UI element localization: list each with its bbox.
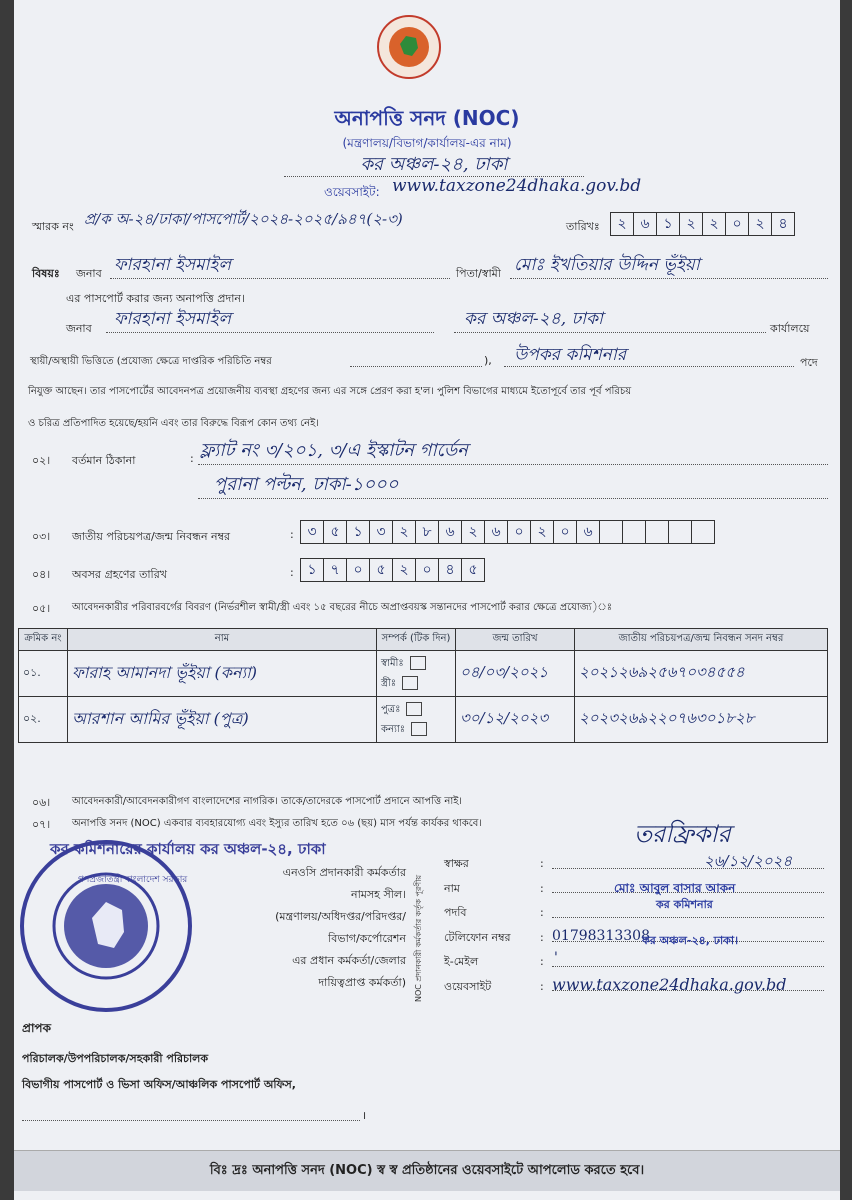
nid-label: জাতীয় পরিচয়পত্র/জন্ম নিবন্ধন নম্বর bbox=[72, 530, 231, 543]
footer-note: বিঃ দ্রঃ অনাপত্তি সনদ (NOC) স্ব স্ব প্রতিষ্ঠানের ওয়েবসাইটে আপলোড করতে হবে। bbox=[14, 1150, 840, 1191]
note7: অনাপত্তি সনদ (NOC) একবার ব্যবহারযোগ্য এবং ইস্যুর তারিখ হতে ০৬ (ছয়) মাস পর্যন্ত কার্যকর থাকবে। bbox=[72, 818, 482, 829]
relation-label: কন্যাঃ bbox=[381, 723, 406, 735]
label-website: ওয়েবসাইট bbox=[444, 979, 492, 993]
nid-number: ০৩। bbox=[32, 530, 51, 543]
nid-digit-box: ২ bbox=[530, 520, 554, 544]
date-digit-box: ২ bbox=[679, 212, 703, 236]
table-row bbox=[19, 651, 828, 697]
signatory-left-line: এর প্রধান কর্মকর্তা/জেলার bbox=[292, 954, 406, 967]
col-dob: জন্ম তারিখ bbox=[456, 629, 575, 651]
signatory-left-line: এনওসি প্রদানকারী কর্মকর্তার bbox=[282, 866, 406, 879]
page-title: অনাপত্তি সনদ (NOC) bbox=[334, 106, 520, 130]
website-value: www.taxzone24dhaka.gov.bd bbox=[392, 176, 642, 196]
issue-date-boxes bbox=[610, 212, 794, 236]
row-relation bbox=[377, 651, 456, 697]
row-name: ফারাহ আমানদা ভূঁইয়া (কন্যা) bbox=[68, 651, 377, 697]
body-office-suffix: কার্যালয়ে bbox=[770, 322, 810, 335]
relation-label: পুত্রঃ bbox=[381, 703, 401, 715]
family-number: ০৫। bbox=[32, 602, 51, 615]
row-sl: ০২. bbox=[19, 697, 68, 743]
signatory-left-line: (মন্ত্রণালয়/অধিদপ্তর/পরিদপ্তর/ bbox=[275, 910, 406, 923]
label-email: ই-মেইল bbox=[444, 955, 479, 968]
government-emblem-icon bbox=[376, 14, 442, 80]
retire-date-boxes bbox=[300, 558, 484, 582]
relation-label: স্বামীঃ bbox=[381, 657, 404, 669]
signatory-left-line: বিভাগ/কর্পোরেশন bbox=[328, 932, 406, 945]
subject-prefix: জনাব bbox=[76, 267, 102, 280]
retire-digit-box: ৪ bbox=[438, 558, 462, 582]
date-digit-box: ৪ bbox=[771, 212, 795, 236]
nid-digit-box: ৩ bbox=[369, 520, 393, 544]
relation-checkbox[interactable] bbox=[411, 722, 427, 736]
relation-label: স্ত্রীঃ bbox=[381, 677, 397, 689]
date-digit-box: ২ bbox=[748, 212, 772, 236]
row-dob: ৩০/১২/২০২৩ bbox=[456, 697, 575, 743]
row-reg: ২০২১২৬৯২৫৬৭০৩৪৫৫৪ bbox=[575, 651, 828, 697]
nid-digit-box: ৮ bbox=[415, 520, 439, 544]
relation-checkbox[interactable] bbox=[410, 656, 426, 670]
col-reg: জাতীয় পরিচয়পত্র/জন্ম নিবন্ধন সনদ নম্বর bbox=[575, 629, 828, 651]
nid-digit-box bbox=[599, 520, 623, 544]
permanent-line: স্থায়ী/অস্থায়ী ভিত্তিতে (প্রযোজ্য ক্ষেত্রে দাপ্তরিক পরিচিতি নম্বর bbox=[30, 356, 272, 367]
col-relation: সম্পর্ক (টিক দিন) bbox=[377, 629, 456, 651]
col-name: নাম bbox=[68, 629, 377, 651]
ref-value: প্র/ক অ-২৪/ঢাকা/পাসপোর্ট/২০২৪-২০২৫/৯৪৭(২-৩) bbox=[84, 210, 403, 228]
row-name: আরশান আমির ভূঁইয়া (পুত্র) bbox=[68, 697, 377, 743]
father-label: পিতা/স্বামী bbox=[456, 267, 501, 280]
note7-number: ০৭। bbox=[32, 818, 51, 831]
retire-digit-box: ৫ bbox=[461, 558, 485, 582]
nid-digit-box: ২ bbox=[392, 520, 416, 544]
nid-digit-box bbox=[622, 520, 646, 544]
recipient-line2: বিভাগীয় পাসপোর্ট ও ভিসা অফিস/আঞ্চলিক পাসপোর্ট অফিস, bbox=[22, 1078, 296, 1091]
email-value: ' bbox=[554, 950, 558, 966]
nid-digit-box: ৬ bbox=[576, 520, 600, 544]
nid-boxes bbox=[300, 520, 714, 544]
row-reg: ২০২৩২৬৯২২০৭৬৩০১৮২৮ bbox=[575, 697, 828, 743]
recipient-line1: পরিচালক/উপপরিচালক/সহকারী পরিচালক bbox=[22, 1052, 209, 1065]
nid-digit-box: ৫ bbox=[323, 520, 347, 544]
nid-digit-box bbox=[691, 520, 715, 544]
table-row bbox=[19, 697, 828, 743]
date-digit-box: ২ bbox=[702, 212, 726, 236]
retire-digit-box: ৭ bbox=[323, 558, 347, 582]
label-signature: স্বাক্ষর bbox=[444, 857, 469, 870]
seal-inner: গণপ্রজাতন্ত্রী বাংলাদেশ সরকার bbox=[78, 875, 188, 885]
label-name: নাম bbox=[444, 881, 460, 895]
officer-title: কর কমিশনার bbox=[656, 898, 713, 911]
nid-digit-box: ৩ bbox=[300, 520, 324, 544]
address-number: ০২। bbox=[32, 454, 51, 467]
label-designation: পদবি bbox=[444, 906, 467, 919]
row-dob: ০৪/০৩/২০২১ bbox=[456, 651, 575, 697]
retire-digit-box: ০ bbox=[346, 558, 370, 582]
ref-label: স্মারক নং bbox=[32, 220, 74, 233]
retire-digit-box: ০ bbox=[415, 558, 439, 582]
office-seal-icon bbox=[18, 838, 194, 1014]
page-subtitle: (মন্ত্রণালয়/বিভাগ/কার্যালয়-এর নাম) bbox=[342, 136, 512, 150]
date-digit-box: ২ bbox=[610, 212, 634, 236]
address-line2: পুরানা পল্টন, ঢাকা-১০০০ bbox=[214, 474, 399, 495]
vertical-noc-text: NOC প্রদানকারী কর্মকর্তার কর্তৃক পূরণীয় bbox=[414, 874, 423, 1002]
address-line1: ফ্ল্যাট নং ৩/২০১, ৩/এ ইস্কাটন গার্ডেন bbox=[200, 440, 468, 461]
family-label: আবেদনকারীর পরিবারবর্গের বিবরণ (নির্ভরশীল স্বামী/স্ত্রী এবং ১৫ বছরের নীচে অপ্রাপ্তবয়স্ক সন্তানদের পাসপোর্ট করার ক্ষেত্রে প্রযোজ্য)ঃ bbox=[72, 602, 613, 613]
date-digit-box: ১ bbox=[656, 212, 680, 236]
retire-digit-box: ৫ bbox=[369, 558, 393, 582]
nid-digit-box: ৬ bbox=[438, 520, 462, 544]
officer-name: মোঃ আবুল বাসার আকন bbox=[614, 881, 736, 895]
body-name: ফারহানা ইসমাইল bbox=[114, 309, 231, 329]
designation-suffix: পদে bbox=[800, 356, 818, 369]
signature: তরফ্রিকার bbox=[634, 820, 731, 848]
phone-office: কর অঞ্চল-২৪, ঢাকা। bbox=[642, 934, 739, 947]
date-digit-box: ৬ bbox=[633, 212, 657, 236]
note6: আবেদনকারী/আবেদনকারীগণ বাংলাদেশের নাগরিক। তাকে/তাদেরকে পাসপোর্ট প্রদানে আপত্তি নাই। bbox=[72, 796, 463, 807]
label-phone: টেলিফোন নম্বর bbox=[444, 930, 511, 944]
family-table bbox=[18, 628, 828, 743]
para2: ও চরিত্র প্রতিপাদিত হয়েছে/হয়নি এবং তার বিরুদ্ধে বিরূপ কোন তথ্য নেই। bbox=[28, 418, 319, 429]
note6-number: ০৬। bbox=[32, 796, 51, 809]
website-signatory: www.taxzone24dhaka.gov.bd bbox=[552, 975, 787, 994]
signatory-left-block bbox=[194, 862, 406, 994]
signatory-left-line: নামসহ সীল। bbox=[351, 888, 406, 901]
office-name: কর অঞ্চল-২৪, ঢাকা bbox=[360, 154, 508, 175]
retire-digit-box: ২ bbox=[392, 558, 416, 582]
nid-digit-box: ১ bbox=[346, 520, 370, 544]
phone-value: 01798313308 bbox=[552, 928, 650, 944]
recipient-label: প্রাপক bbox=[22, 1021, 51, 1035]
sign-date: ২৬/১২/২০২৪ bbox=[704, 852, 793, 870]
body-office: কর অঞ্চল-২৪, ঢাকা bbox=[464, 309, 603, 329]
designation: উপকর কমিশনার bbox=[514, 345, 627, 365]
nid-digit-box: ০ bbox=[507, 520, 531, 544]
subject-label: বিষয়ঃ bbox=[32, 267, 60, 280]
signatory-labels bbox=[444, 852, 511, 999]
relation-checkbox[interactable] bbox=[406, 702, 422, 716]
nid-digit-box: ০ bbox=[553, 520, 577, 544]
nid-digit-box bbox=[668, 520, 692, 544]
signatory-left-line: দায়িত্বপ্রাপ্ত কর্মকর্তা) bbox=[318, 976, 406, 989]
nid-digit-box bbox=[645, 520, 669, 544]
body-prefix: জনাব bbox=[66, 322, 92, 335]
subject-suffix: এর পাসপোর্ট করার জন্য অনাপত্তি প্রদান। bbox=[66, 292, 245, 305]
row-sl: ০১. bbox=[19, 651, 68, 697]
subject-name: ফারহানা ইসমাইল bbox=[114, 255, 231, 275]
seal-text: কর কমিশনারের কার্যালয় কর অঞ্চল-২৪, ঢাকা bbox=[50, 840, 326, 858]
row-relation bbox=[377, 697, 456, 743]
nid-digit-box: ২ bbox=[461, 520, 485, 544]
retire-number: ০৪। bbox=[32, 568, 51, 581]
website-label: ওয়েবসাইট: bbox=[324, 185, 380, 199]
father-name: মোঃ ইখতিয়ার উদ্দিন ভূঁইয়া bbox=[514, 255, 700, 275]
para1: নিযুক্ত আছেন। তার পাসপোর্টের আবেদনপত্র প্রয়োজনীয় ব্যবস্থা গ্রহণের জন্য এর সঙ্গে প্রেরণ করা হ'ল। পুলিশ বিভাগের মাধ্যমে ইতোপূর্বে তার পূর্ব পরিচয় bbox=[28, 386, 632, 397]
address-label: বর্তমান ঠিকানা bbox=[72, 454, 136, 467]
nid-digit-box: ৬ bbox=[484, 520, 508, 544]
date-label: তারিখঃ bbox=[566, 220, 600, 233]
retire-label: অবসর গ্রহণের তারিখ bbox=[72, 568, 167, 581]
retire-digit-box: ১ bbox=[300, 558, 324, 582]
date-digit-box: ০ bbox=[725, 212, 749, 236]
noc-document: অনাপত্তি সনদ (NOC) (মন্ত্রণালয়/বিভাগ/কার্যালয়-এর নাম) কর অঞ্চল-২৪, ঢাকা ওয়েবসাইট: www.taxzone24dhaka.gov.bd স্মারক নং প্র/ক অ-২৪/ঢাকা/পাসপোর্ট/২০২৪-২০২৫/৯৪৭(২-৩) তারিখঃ ২ ৬ ১ ২ ২ ০ ২ ৪ বিষয়ঃ জনাব ফারহানা ইসমাইল পিতা/স্বামী মোঃ ইখতিয়ার উদ্দিন ভূঁইয়া এর পাসপোর্ট করার জন্য অনাপত্তি প্রদান। জনাব ফারহানা ইসমাইল কর অঞ্চল-২৪, ঢাকা কার্যালয়ে স্থায়ী/অস্থায়ী ভিত্তিতে (প্রযোজ্য ক্ষেত্রে দাপ্তরিক পরিচিতি নম্বর ), উপকর কমিশনার পদে নিযুক্ত আছেন। তার পাসপোর্টের আবেদনপত্র প্রয়োজনীয় ব্যবস্থা গ্রহণের জন্য এর সঙ্গে প্রেরণ করা হ'ল। পুলিশ বিভাগের মাধ্যমে ইতোপূর্বে তার পূর্ব পরিচয় ও চরিত্র প্রতিপাদিত হয়েছে/হয়নি এবং তার বিরুদ্ধে বিরূপ কোন তথ্য নেই। ০২। বর্তমান ঠিকানা : ফ্ল্যাট নং ৩/২০১, ৩/এ ইস্কাটন গার্ডেন পুরানা পল্টন, ঢাকা-১০০০ ০৩। জাতীয় পরিচয়পত্র/জন্ম নিবন্ধন নম্বর : ৩ ৫ ১ ৩ ২ ৮ ৬ ২ ৬ ০ ২ ০ ৬ ০৪। অবসর গ্রহণের তারিখ : ১ ৭ ০ ৫ ২ ০ ৪ ৫ ০৫। আবেদনকারীর পরিবারবর্গের বিবরণ (নির্ভরশীল স্বামী/স্ত্রী এবং ১৫ বছরের নীচে অপ্রাপ্তবয়স্ক সন্তানদের পাসপোর্ট করার ক্ষেত্রে প্রযোজ্য)ঃ ক্রমিক নং নাম সম্পর্ক (টিক দিন) জন্ম তারিখ জাতীয় পরিচয়পত্র/জন্ম নিবন্ধন সনদ নম্বর ০১. ফারাহ আমানদা ভূঁইয়া (কন্যা) স্বামীঃ স্ত্রীঃ ০৪/০৩/২০২১ ২০২১২৬৯২৫৬৭০৩৪৫৫৪ ০২. আরশান আমির ভূঁইয়া (পুত্র) পুত্রঃ কন্যাঃ ৩০/১২/২০২৩ ২০২৩২৬৯২২০৭৬৩০১৮২৮ ০৬। আবেদনকারী/আবেদনকারীগণ বাংলাদেশের নাগরিক। তাকে/তাদেরকে পাসপোর্ট প্রদানে আপত্তি নাই। ০৭। অনাপত্তি সনদ (NOC) একবার ব্যবহারযোগ্য এবং ইস্যুর তারিখ হতে ০৬ (ছয়) মাস পর্যন্ত কার্যকর থাকবে। কর কমিশনারের কার্যালয় কর অঞ্চল-২৪, ঢাকা গণপ্রজাতন্ত্রী বাংলাদেশ সরকার এনওসি প্রদানকারী কর্মকর্তার নামসহ সীল। (মন্ত্রণালয়/অধিদপ্তর/পরিদপ্তর/ বিভাগ/কর্পোরেশন এর প্রধান কর্মকর্তা/জেলার দায়িত্বপ্রাপ্ত কর্মকর্তা) NOC প্রদানকারী কর্মকর্তার কর্তৃক পূরণীয় স্বাক্ষর নাম পদবি টেলিফোন নম্বর ই-মেইল ওয়েবসাইট : : : : : : তরফ্রিকার ২৬/১২/২০২৪ মোঃ আবুল বাসার আকন কর কমিশনার 01798313308 কর অঞ্চল-২৪, ঢাকা। ' www.taxzone24dhaka.gov.bd প্রাপক পরিচালক/উপপরিচালক/সহকারী পরিচালক বিভাগীয় পাসপোর্ট ও ভিসা অফিস/আঞ্চলিক পাসপোর্ট অফিস, । বিঃ দ্রঃ অনাপত্তি সনদ (NOC) স্ব স্ব প্রতিষ্ঠানের ওয়েবসাইটে আপলোড করতে হবে। bbox=[14, 0, 840, 1200]
relation-checkbox[interactable] bbox=[402, 676, 418, 690]
col-sl: ক্রমিক নং bbox=[19, 629, 68, 651]
